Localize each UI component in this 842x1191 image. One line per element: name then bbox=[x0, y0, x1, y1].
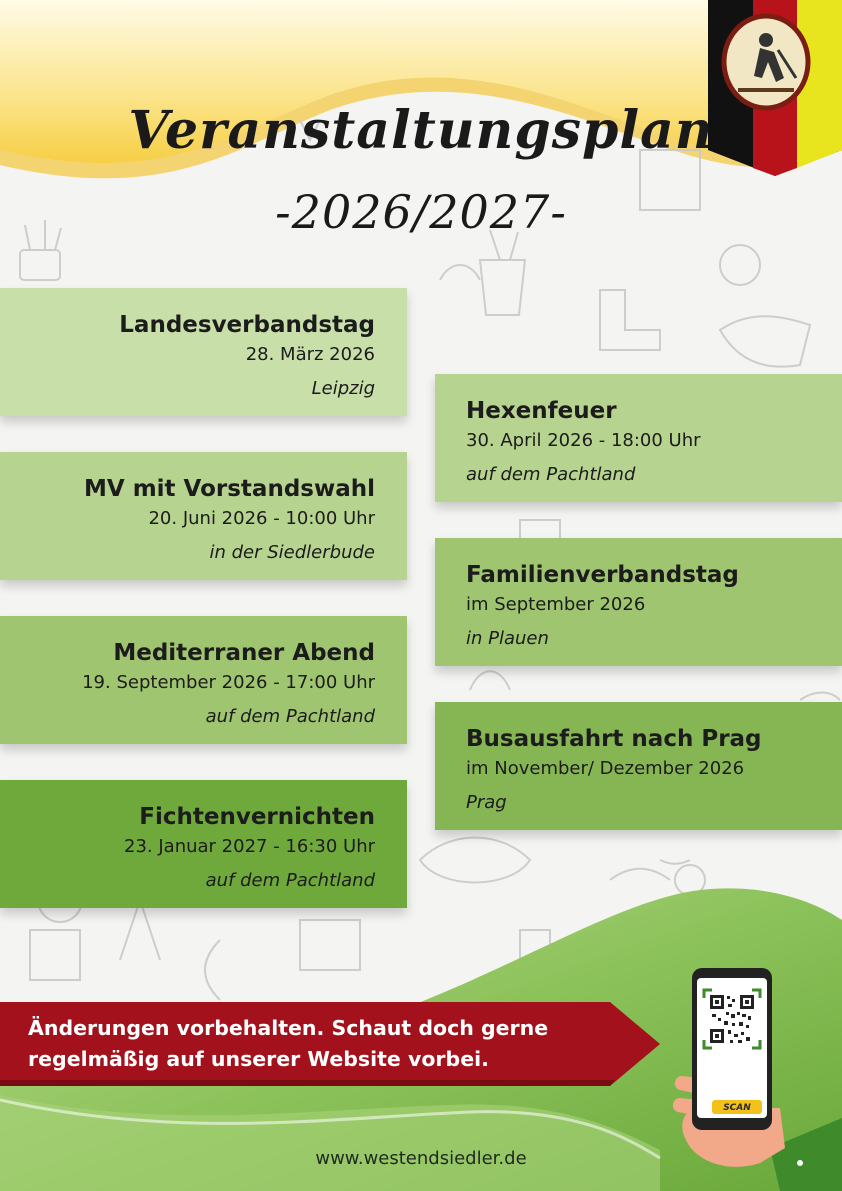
event-date: 30. April 2026 - 18:00 Uhr bbox=[466, 430, 701, 451]
event-card bbox=[0, 452, 407, 580]
event-card bbox=[0, 288, 407, 416]
event-name: Fichtenvernichten bbox=[139, 804, 375, 830]
event-card bbox=[0, 616, 407, 744]
event-name: Busausfahrt nach Prag bbox=[466, 726, 762, 752]
event-place: Leipzig bbox=[311, 378, 375, 399]
notice-line-2: regelmäßig auf unserer Website vorbei. bbox=[28, 1047, 489, 1071]
event-name: Hexenfeuer bbox=[466, 398, 617, 424]
event-place: Prag bbox=[466, 792, 507, 813]
page-title: Veranstaltungsplan bbox=[128, 100, 714, 161]
event-place: auf dem Pachtland bbox=[205, 706, 375, 727]
event-card bbox=[435, 374, 842, 502]
page-subtitle: -2026/2027- bbox=[275, 185, 567, 239]
notice-line-1: Änderungen vorbehalten. Schaut doch gerne bbox=[28, 1016, 549, 1040]
event-date: 23. Januar 2027 - 16:30 Uhr bbox=[124, 836, 375, 857]
event-name: MV mit Vorstandswahl bbox=[84, 476, 375, 502]
gardener-emblem-icon bbox=[724, 16, 808, 108]
event-card bbox=[435, 538, 842, 666]
event-date: im November/ Dezember 2026 bbox=[466, 758, 745, 779]
event-date: 20. Juni 2026 - 10:00 Uhr bbox=[148, 508, 375, 529]
website-url: www.westendsiedler.de bbox=[315, 1148, 527, 1169]
event-name: Landesverbandstag bbox=[119, 312, 375, 338]
event-place: in Plauen bbox=[466, 628, 549, 649]
event-date: 28. März 2026 bbox=[245, 344, 375, 365]
scan-button-label: SCAN bbox=[723, 1103, 751, 1113]
event-place: auf dem Pachtland bbox=[205, 870, 375, 891]
event-card bbox=[435, 702, 842, 830]
event-place: auf dem Pachtland bbox=[466, 464, 636, 485]
event-date: 19. September 2026 - 17:00 Uhr bbox=[82, 672, 375, 693]
event-name: Familienverbandstag bbox=[466, 562, 739, 588]
event-name: Mediterraner Abend bbox=[113, 640, 375, 666]
event-place: in der Siedlerbude bbox=[209, 542, 375, 563]
event-date: im September 2026 bbox=[466, 594, 646, 615]
event-card bbox=[0, 780, 407, 908]
notice-text bbox=[28, 1013, 628, 1075]
